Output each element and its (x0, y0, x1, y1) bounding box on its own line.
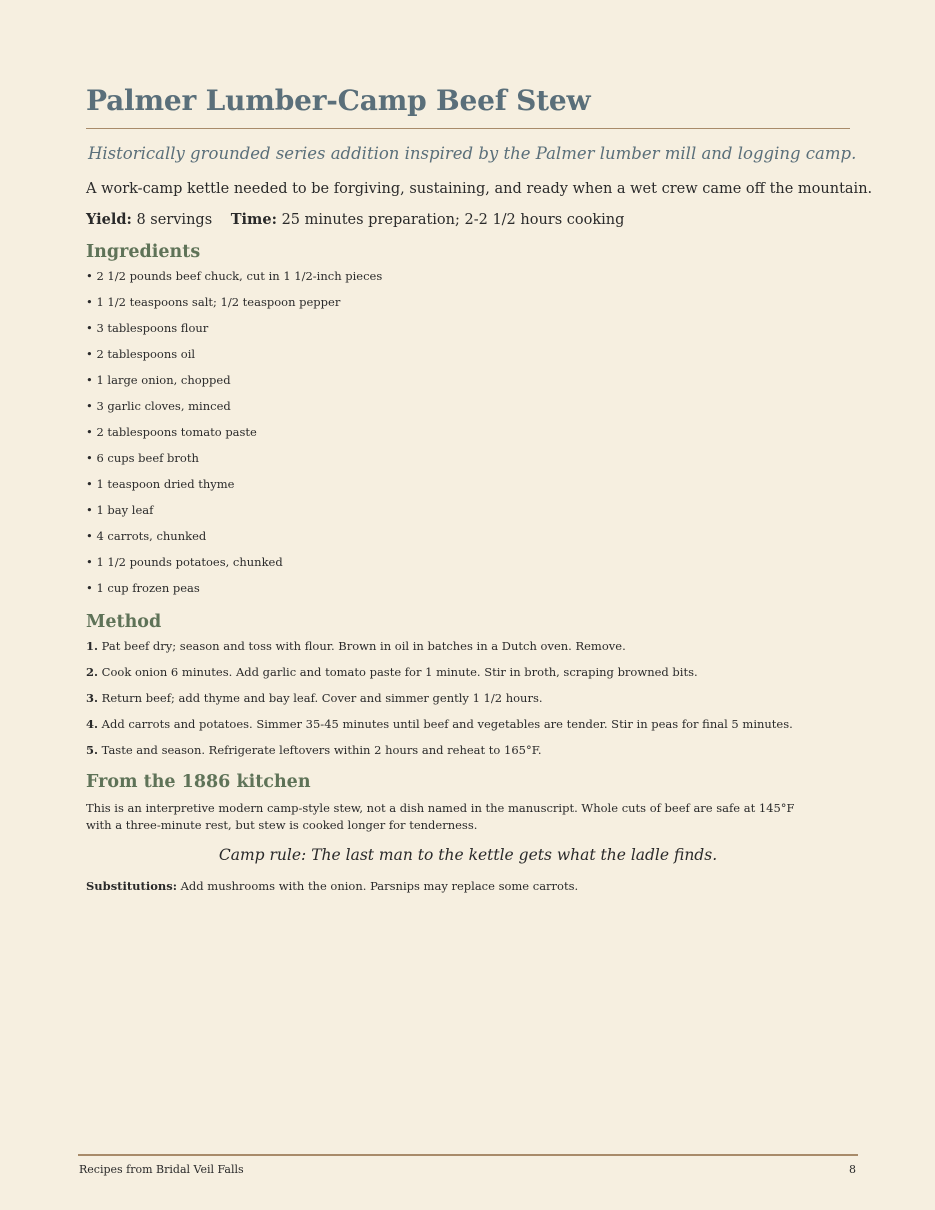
method-step (86, 716, 850, 742)
method-step (86, 638, 850, 664)
ingredient-item: • 3 garlic cloves, minced (86, 399, 231, 413)
ingredient-item: • 1 1/2 teaspoons salt; 1/2 teaspoon pepper (86, 295, 341, 309)
title-divider (86, 128, 850, 129)
yield-label: Yield: (86, 211, 132, 228)
substitutions-text: Add mushrooms with the onion. Parsnips may replace some carrots. (180, 879, 579, 893)
camp-rule-quote: Camp rule: The last man to the kettle gets what the ladle finds. (218, 846, 718, 864)
ingredient-item: • 1 1/2 pounds potatoes, chunked (86, 555, 283, 569)
page-title: Palmer Lumber-Camp Beef Stew (86, 84, 591, 117)
method-heading: Method (86, 612, 162, 632)
ingredient-item: • 1 large onion, chopped (86, 373, 231, 387)
time-label: Time: (230, 211, 277, 228)
ingredient-item: • 1 bay leaf (86, 503, 154, 517)
ingredient-item: • 3 tablespoons flour (86, 321, 209, 335)
recipe-meta (86, 210, 850, 230)
ingredient-item: • 1 teaspoon dried thyme (86, 477, 235, 491)
method-steps (86, 638, 850, 768)
recipe-page (86, 82, 873, 894)
ingredient-item: • 2 tablespoons tomato paste (86, 425, 257, 439)
footer-book-title: Recipes from Bridal Veil Falls (79, 1163, 244, 1176)
step-text: Cook onion 6 minutes. Add garlic and tomato paste for 1 minute. Stir in broth, scraping browned bits. (101, 665, 698, 679)
step-number: 5. (86, 743, 99, 757)
step-text: Add carrots and potatoes. Simmer 35-45 minutes until beef and vegetables are tender. Stir in peas for final 5 minutes. (101, 717, 793, 731)
step-number: 1. (86, 639, 99, 653)
time-value: 25 minutes preparation; 2-2 1/2 hours cooking (281, 212, 625, 228)
method-step (86, 664, 850, 690)
step-number: 2. (86, 665, 99, 679)
ingredients-list (86, 268, 850, 606)
step-number: 4. (86, 717, 99, 731)
ingredient-item: • 4 carrots, chunked (86, 529, 207, 543)
kitchen-heading: From the 1886 kitchen (86, 772, 311, 792)
step-text: Taste and season. Refrigerate leftovers within 2 hours and reheat to 165°F. (101, 743, 542, 757)
yield-value: 8 servings (136, 212, 213, 228)
ingredient-item: • 2 1/2 pounds beef chuck, cut in 1 1/2-inch pieces (86, 269, 383, 283)
ingredients-heading: Ingredients (86, 242, 201, 262)
method-step (86, 690, 850, 716)
intro-text: A work-camp kettle needed to be forgiving, sustaining, and ready when a wet crew came off the mountain. (86, 181, 873, 197)
ingredient-item: • 2 tablespoons oil (86, 347, 196, 361)
subtitle: Historically grounded series addition inspired by the Palmer lumber mill and logging camp. (88, 144, 857, 163)
step-text: Return beef; add thyme and bay leaf. Cover and simmer gently 1 1/2 hours. (101, 691, 543, 705)
ingredient-item: • 6 cups beef broth (86, 451, 199, 465)
step-number: 3. (86, 691, 99, 705)
ingredient-item: • 1 cup frozen peas (86, 581, 200, 595)
substitutions-label: Substitutions: (86, 879, 177, 893)
page-number: 8 (849, 1163, 856, 1176)
footer-divider (78, 1154, 858, 1156)
kitchen-note: This is an interpretive modern camp-style stew, not a dish named in the manuscript. Whole cuts of beef are safe at 145°F with a three-minute rest, but stew is cooked longer for tenderness. (86, 801, 795, 832)
substitutions (86, 878, 850, 894)
step-text: Pat beef dry; season and toss with flour. Brown in oil in batches in a Dutch oven. Remove. (101, 639, 626, 653)
method-step (86, 742, 850, 768)
